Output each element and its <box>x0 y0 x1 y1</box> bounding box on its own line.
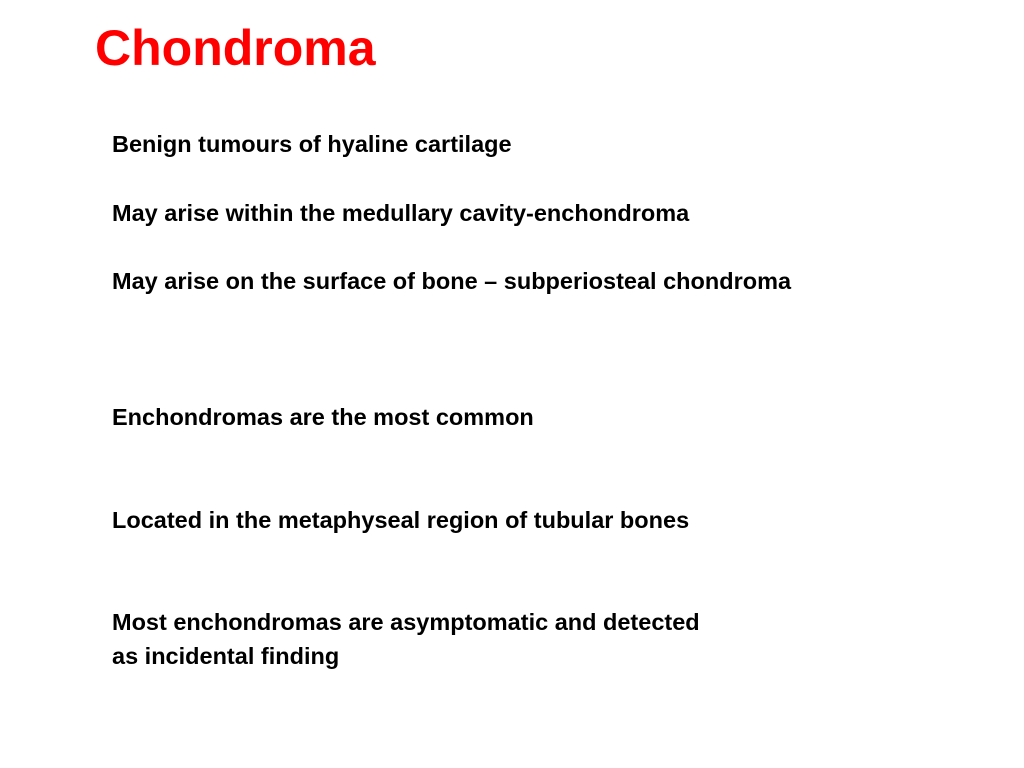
bullet-benign-tumours: Benign tumours of hyaline cartilage <box>112 131 512 157</box>
slide-title: Chondroma <box>95 20 376 76</box>
bullet-most-common: Enchondromas are the most common <box>112 404 534 430</box>
bullet-asymptomatic-continued: as incidental finding <box>112 643 340 669</box>
bullet-surface-of-bone: May arise on the surface of bone – subperiosteal chondroma <box>112 268 792 294</box>
bullet-metaphyseal-region: Located in the metaphyseal region of tubular bones <box>112 507 690 533</box>
bullet-asymptomatic: Most enchondromas are asymptomatic and detected <box>112 609 700 635</box>
bullet-medullary-cavity: May arise within the medullary cavity-enchondroma <box>112 200 690 226</box>
